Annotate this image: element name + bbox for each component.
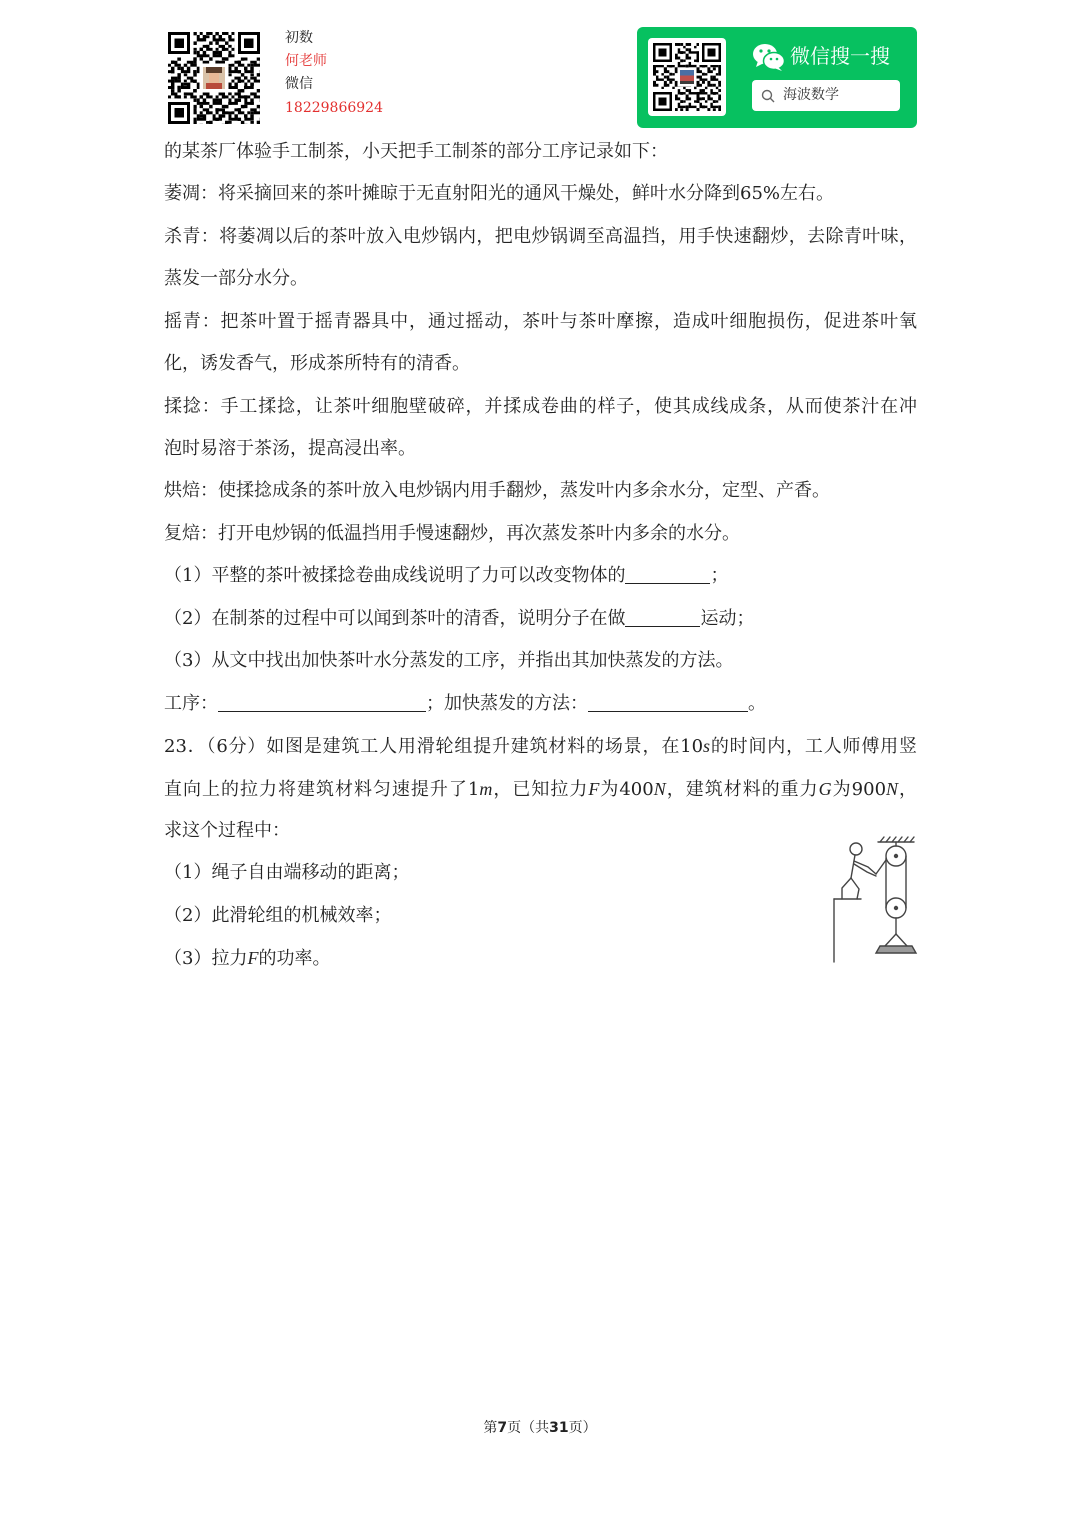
- q23-part-3: [164, 945, 824, 971]
- q23-unit: N: [653, 779, 666, 799]
- contact-line-1: 初数: [285, 30, 313, 46]
- q23-part-3-text: （3）拉力: [164, 948, 248, 969]
- q23-text: ，: [898, 779, 917, 800]
- building-material-load: [876, 946, 916, 953]
- q23-text: ，建筑材料的重力: [665, 779, 819, 800]
- search-box: [752, 80, 900, 111]
- step-rebaking: 复焙：打开电炒锅的低温挡用手慢速翻炒，再次蒸发茶叶内多余的水分。: [164, 523, 740, 544]
- qr-logo: [677, 67, 696, 86]
- banner-title: 微信搜一搜: [790, 44, 890, 68]
- q22-part-2-text: （2）在制茶的过程中可以闻到茶叶的清香，说明分子在做: [164, 608, 626, 629]
- qr-finder: [238, 32, 260, 54]
- answer-label-process: 工序：: [164, 693, 218, 714]
- movable-pulley: [886, 898, 906, 918]
- page-number: [0, 1419, 1080, 1437]
- contact-phone: 18229866924: [285, 100, 383, 116]
- step-baking: 烘焙：使揉捻成条的茶叶放入电炒锅内用手翻炒，蒸发叶内多余水分，定型、产香。: [164, 480, 830, 501]
- q22-part-1: [164, 563, 917, 589]
- answer-label-method: ；加快蒸发的方法：: [426, 693, 588, 714]
- fixed-pulley: [886, 842, 906, 866]
- ledge-wall: [834, 899, 861, 962]
- qr-finder: [168, 102, 190, 124]
- q23-part-2: （2）此滑轮组的机械效率；: [164, 905, 392, 926]
- current-page: 7: [497, 1420, 508, 1436]
- qr-finder: [702, 43, 721, 62]
- answer-line-end: 。: [748, 693, 766, 714]
- q23-stem-line-1: [164, 733, 917, 759]
- step-fixing-line-1: 杀青：将萎凋以后的茶叶放入电炒锅内，把电炒锅调至高温挡，用手快速翻炒，去除青叶味，: [164, 226, 917, 247]
- answer-blank: [588, 693, 748, 712]
- q23-unit: N: [886, 779, 899, 799]
- q22-part-3: （3）从文中找出加快茶叶水分蒸发的工序，并指出其加快蒸发的方法。: [164, 650, 734, 671]
- contact-line-3: 微信: [285, 76, 313, 92]
- q23-text: 为400: [599, 779, 654, 800]
- q22-part-2-end: 运动；: [700, 608, 755, 629]
- qr-code-icon: [168, 32, 260, 124]
- q23-unit: s: [703, 736, 711, 756]
- q23-text: 直向上的拉力将建筑材料匀速提升了1: [164, 779, 480, 800]
- wechat-icon: [752, 42, 786, 72]
- answer-blank: [218, 693, 426, 712]
- ceiling: [878, 837, 914, 842]
- step-fixing-line-2: 蒸发一部分水分。: [164, 268, 308, 289]
- page-middle: 页（共: [507, 1420, 550, 1436]
- pulley-diagram: [830, 836, 922, 966]
- load-hanger: [885, 918, 907, 946]
- q23-text: 的时间内，工人师傅用竖: [710, 736, 917, 757]
- q23-stem-line-2: [164, 776, 917, 802]
- q23-unit: m: [479, 779, 493, 799]
- page-prefix: 第: [483, 1420, 498, 1436]
- qr-finder: [653, 43, 672, 62]
- q22-part-1-end: ；: [710, 565, 729, 586]
- banner-qr-container: [648, 38, 726, 116]
- step-withering: 萎凋：将采摘回来的茶叶摊晾于无直射阳光的通风干燥处，鲜叶水分降到65%左右。: [164, 183, 835, 204]
- q23-prompt: 求这个过程中：: [164, 820, 290, 841]
- page-suffix: 页）: [568, 1420, 597, 1436]
- qr-finder: [653, 92, 672, 111]
- q22-answer-line: [164, 691, 917, 717]
- answer-blank: [625, 565, 710, 584]
- step-rolling-line-1: 揉捻：手工揉捻，让茶叶细胞壁破碎，并揉成卷曲的样子，使其成线成条，从而使茶汁在冲: [164, 396, 917, 417]
- search-icon: [761, 89, 775, 103]
- q22-part-2: [164, 606, 917, 632]
- q23-text: 23．（6分）如图是建筑工人用滑轮组提升建筑材料的场景，在10: [164, 736, 704, 757]
- step-shaking-line-1: 摇青：把茶叶置于摇青器具中，通过摇动，茶叶与茶叶摩擦，造成叶细胞损伤，促进茶叶氧: [164, 311, 917, 332]
- answer-blank: [625, 608, 700, 627]
- qr-avatar: [200, 64, 229, 93]
- qr-code-icon: [653, 43, 721, 111]
- q23-part-1: （1）绳子自由端移动的距离；: [164, 862, 410, 883]
- step-rolling-line-2: 泡时易溶于茶汤，提高浸出率。: [164, 438, 416, 459]
- worker-figure: [842, 843, 876, 899]
- passage-intro: 的某茶厂体验手工制茶，小天把手工制茶的部分工序记录如下：: [164, 141, 668, 162]
- q23-variable: F: [247, 948, 259, 968]
- q22-part-1-text: （1）平整的茶叶被揉捻卷曲成线说明了力可以改变物体的: [164, 565, 626, 586]
- qr-finder: [168, 32, 190, 54]
- q23-text: ，已知拉力: [492, 779, 589, 800]
- wechat-search-banner: [637, 27, 917, 128]
- total-pages: 31: [549, 1420, 569, 1436]
- step-shaking-line-2: 化，诱发香气，形成茶所特有的清香。: [164, 353, 470, 374]
- q23-variable: G: [818, 779, 832, 799]
- search-query: 海波数学: [783, 87, 839, 103]
- contact-teacher-name: 何老师: [285, 53, 327, 69]
- q23-part-3-text: 的功率。: [258, 948, 331, 969]
- q23-variable: F: [588, 779, 600, 799]
- q23-text: 为900: [831, 779, 887, 800]
